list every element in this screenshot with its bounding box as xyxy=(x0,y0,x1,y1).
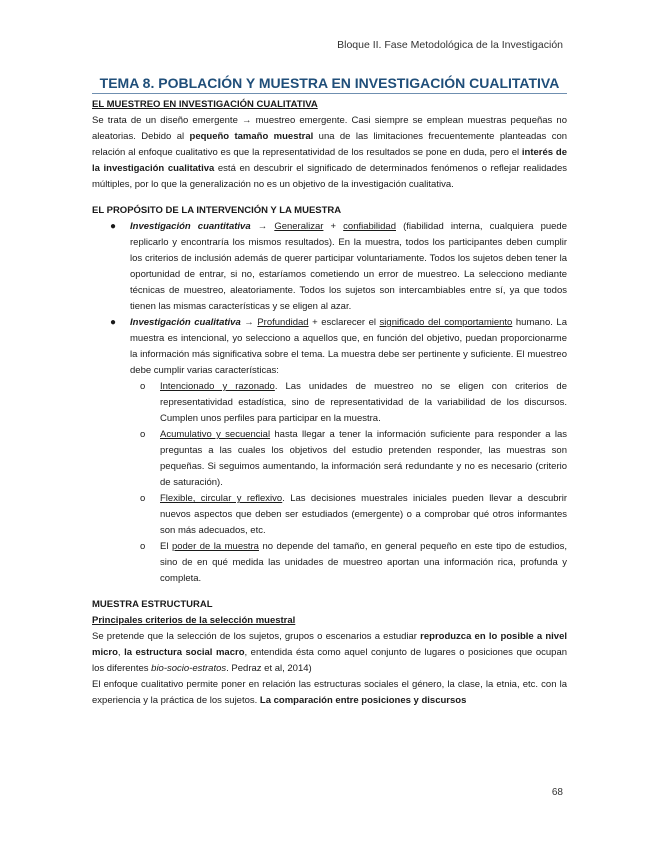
text-run: + xyxy=(323,221,344,232)
page-number: 68 xyxy=(551,787,563,798)
bold-italic-label: Investigación cualitativa xyxy=(130,317,241,328)
bullet-icon: ● xyxy=(110,317,117,328)
sub-bullet-icon: o xyxy=(140,541,146,552)
text-run: humano. La muestra es intencional, yo selecciono a aquellos que, en función del objetivo, puedan proporcionarme la información más significativa sobre el tema. La muestra debe ser pertinente y suficiente. El muestreo debe cumplir varias características: xyxy=(130,317,567,376)
section-heading-proposito: EL PROPÓSITO DE LA INTERVENCIÓN Y LA MUESTRA xyxy=(92,205,342,216)
bullet-cuantitativa xyxy=(92,219,567,315)
underlined-term: Generalizar xyxy=(274,221,324,232)
paragraph-estructural-2 xyxy=(92,677,567,709)
section-heading-estructural: MUESTRA ESTRUCTURAL xyxy=(92,599,213,610)
paragraph-estructural-1 xyxy=(92,629,567,677)
section-heading-muestreo: EL MUESTREO EN INVESTIGACIÓN CUALITATIVA xyxy=(92,99,318,110)
bold-text: La comparación entre posiciones y discursos xyxy=(259,695,467,706)
text-run: El xyxy=(160,541,172,552)
text-run: Se trata de un diseño emergente → muestreo emergente. Casi siempre se emplean muestras pequeñas no aleatorias. Debido al xyxy=(92,115,567,142)
text-run: (fiabilidad interna, cualquiera puede replicarlo y encontraría los mismos resultados). En la muestra, todos los participantes deben cumplir los criterios de inclusión además de querer participar voluntariamente. Todos los sujetos deben tener la oportunidad de entrar, si no, estaríamos cometiendo un error de muestreo. La selecciono mediante técnicas de muestreo, aleatoriamente. Todos los sujetos son intercambiables entre sí, ya que todos tienen las mismas características y se eligen al azar. xyxy=(130,221,567,312)
underlined-term: Profundidad xyxy=(257,317,309,328)
bold-text: pequeño tamaño muestral xyxy=(189,131,314,142)
sub-bullet-icon: o xyxy=(140,493,146,504)
bullet-cualitativa xyxy=(92,315,567,587)
sub-item xyxy=(130,379,567,427)
bold-text: la estructura social macro xyxy=(124,647,245,658)
text-run: . Las unidades de muestreo no se eligen con criterios de representatividad estadística, sino de representatividad de la variabilidad de los discursos. Cumplen unos perfiles para participar en la muestra. xyxy=(160,381,567,424)
text-run: . Las decisiones muestrales iniciales pueden llevar a descubrir nuevos aspectos que deben ser estudiados (emergente) o a comprobar qué otros informantes son más adecuados, etc. xyxy=(160,493,567,536)
text-run: hasta llegar a tener la información suficiente para responder a las preguntas a las cuales los objetivos del estudio pretenden responder, las muestras son pequeñas. Si seguimos aumentando, la información será redundante y no es necesario (criterio de saturación). xyxy=(160,429,567,488)
bold-italic-label: Investigación cuantitativa xyxy=(130,221,251,232)
text-run: está en descubrir el significado de determinados fenómenos o reflejar realidades múltiples, por lo que la generalización no es un objetivo de la investigación cualitativa. xyxy=(92,163,567,190)
sub-bullet-icon: o xyxy=(140,381,146,392)
arrow-text: → xyxy=(240,317,258,328)
underlined-term: confiabilidad xyxy=(343,221,396,232)
text-run: , xyxy=(117,647,125,658)
text-run: El enfoque cualitativo permite poner en relación las estructuras sociales el género, la clase, la etnia, etc. con la experiencia y la práctica de los sujetos. xyxy=(92,679,567,706)
sub-item xyxy=(130,539,567,587)
running-header: Bloque II. Fase Metodológica de la Investigación xyxy=(337,39,563,51)
bullet-icon: ● xyxy=(110,221,117,232)
underlined-term: Intencionado y razonado xyxy=(160,381,275,392)
text-run: una de las limitaciones frecuentemente planteadas con relación al enfoque cualitativo es que la representatividad de los resultados se pone en duda, pero el xyxy=(92,131,568,158)
subsection-heading: Principales criterios de la selección muestral xyxy=(92,615,296,626)
sub-bullet-icon: o xyxy=(140,429,146,440)
sub-item xyxy=(130,491,567,539)
bold-text: reproduzca en lo posible a nivel micro xyxy=(92,631,567,658)
paragraph-muestreo xyxy=(92,113,567,193)
text-run: no depende del tamaño, en general pequeño en este tipo de estudios, sino de en qué medida las unidades de muestreo aportan una información rica, profunda y completa. xyxy=(160,541,567,584)
underlined-term: Acumulativo y secuencial xyxy=(160,429,271,440)
text-run: . Pedraz et al, 2014) xyxy=(226,663,312,674)
arrow-text: → xyxy=(250,221,275,232)
text-run: + esclarecer el xyxy=(308,317,380,328)
page-title: TEMA 8. POBLACIÓN Y MUESTRA EN INVESTIGACIÓN CUALITATIVA xyxy=(92,75,567,94)
italic-text: bio-socio-estratos xyxy=(151,663,227,674)
sub-list xyxy=(130,379,567,587)
document-body xyxy=(92,97,567,709)
sub-item xyxy=(130,427,567,491)
underlined-term: Flexible, circular y reflexivo xyxy=(160,493,283,504)
text-run: Se pretende que la selección de los sujetos, grupos o escenarios a estudiar xyxy=(92,631,421,642)
text-run: , entendida ésta como aquel conjunto de lugares o posiciones que ocupan los diferentes xyxy=(92,647,568,674)
bold-text: interés de la investigación cualitativa xyxy=(92,147,567,174)
underlined-term: significado del comportamiento xyxy=(379,317,513,328)
underlined-term: poder de la muestra xyxy=(171,541,259,552)
bullet-list xyxy=(92,219,567,587)
